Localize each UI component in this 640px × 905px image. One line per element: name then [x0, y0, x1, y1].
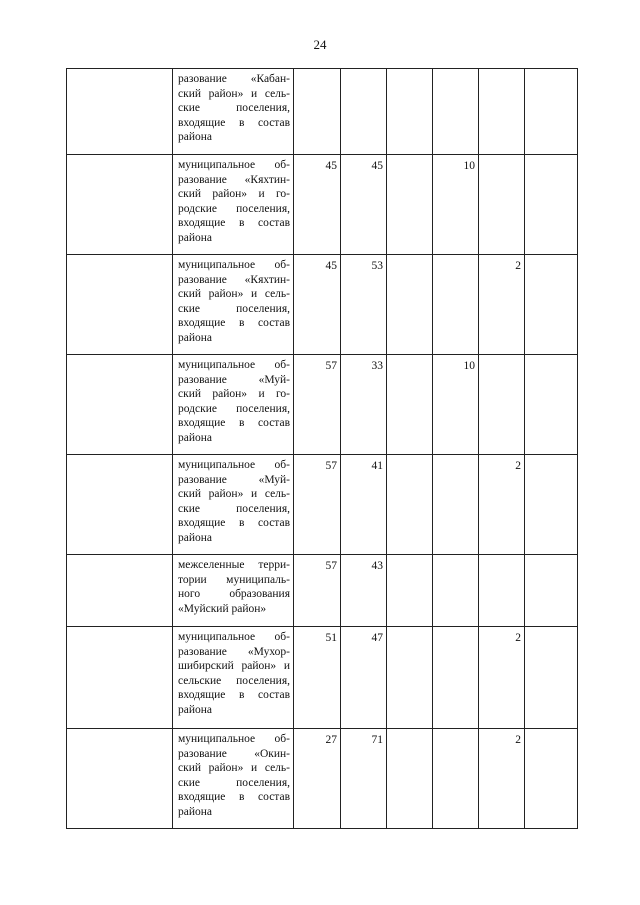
territory-name-line: входящие в состав: [178, 317, 290, 330]
value-cell-col3: [387, 729, 433, 829]
value-cell-col3: [387, 355, 433, 455]
territory-name-line: района: [178, 231, 213, 244]
territory-name-line: ские поселения,: [178, 502, 290, 515]
value-cell-col1: 27: [294, 729, 341, 829]
value-cell-col6: [525, 627, 578, 729]
territory-name-cell: [173, 627, 294, 729]
value-cell-col4: [433, 255, 479, 355]
value-cell-col3: [387, 69, 433, 155]
value-cell-col4: [433, 455, 479, 555]
territory-name-line: муниципальное об-: [178, 733, 290, 745]
value-cell-col5: [479, 555, 525, 627]
group-cell: [67, 355, 173, 455]
territory-name-line: ский район» и сель-: [178, 488, 290, 501]
value-cell-col5: 2: [479, 627, 525, 729]
value-cell-col4: [433, 555, 479, 627]
value-cell-col5: [479, 69, 525, 155]
territory-name-line: ские поселения,: [178, 102, 290, 115]
territory-name-line: ного образования: [178, 588, 290, 601]
territory-name-cell: [173, 155, 294, 255]
value-cell-col6: [525, 455, 578, 555]
value-cell-col2: 53: [341, 255, 387, 355]
territory-name-cell: [173, 455, 294, 555]
value-cell-col4: 10: [433, 355, 479, 455]
table-row: [67, 355, 578, 455]
territory-name-line: разование «Мухор-: [178, 645, 290, 658]
territory-name-line: разование «Кабан-: [178, 73, 290, 85]
group-cell: [67, 155, 173, 255]
territory-name-line: муниципальное об-: [178, 259, 290, 271]
value-cell-col2: 71: [341, 729, 387, 829]
territory-name-line: межселенные терри-: [178, 559, 290, 571]
territory-name-line: входящие в состав: [178, 116, 290, 129]
value-cell-col1: 51: [294, 627, 341, 729]
territory-name-line: ский район» и сель-: [178, 762, 290, 775]
territory-name-line: района: [178, 331, 213, 344]
territory-name-line: входящие в состав: [178, 217, 290, 230]
value-cell-col5: 2: [479, 729, 525, 829]
territory-name-line: родские поселения,: [178, 202, 290, 215]
territory-name-cell: [173, 69, 294, 155]
value-cell-col2: 47: [341, 627, 387, 729]
table-row: [67, 455, 578, 555]
territory-name-line: ский район» и сель-: [178, 288, 290, 301]
table-row: [67, 69, 578, 155]
group-cell: [67, 729, 173, 829]
table-row: [67, 555, 578, 627]
page-number: 24: [313, 37, 327, 52]
value-cell-col3: [387, 455, 433, 555]
value-cell-col6: [525, 155, 578, 255]
group-cell: [67, 69, 173, 155]
value-cell-col1: 45: [294, 155, 341, 255]
value-cell-col6: [525, 729, 578, 829]
territory-name-line: разование «Муй-: [178, 373, 290, 386]
territory-name-cell: [173, 255, 294, 355]
value-cell-col5: 2: [479, 255, 525, 355]
territory-name-line: входящие в состав: [178, 517, 290, 530]
value-cell-col6: [525, 355, 578, 455]
group-cell: [67, 455, 173, 555]
value-cell-col5: [479, 155, 525, 255]
territory-name-line: входящие в состав: [178, 417, 290, 430]
value-cell-col2: [341, 69, 387, 155]
group-cell: [67, 555, 173, 627]
value-cell-col2: 41: [341, 455, 387, 555]
value-cell-col5: [479, 355, 525, 455]
territory-name-line: ские поселения,: [178, 776, 290, 789]
value-cell-col4: [433, 729, 479, 829]
territory-name-line: муниципальное об-: [178, 459, 290, 471]
table-body: [67, 69, 578, 829]
value-cell-col3: [387, 255, 433, 355]
territory-name-line: ские поселения,: [178, 302, 290, 315]
territory-name-line: ский район» и го-: [178, 188, 290, 201]
value-cell-col4: [433, 69, 479, 155]
value-cell-col3: [387, 627, 433, 729]
value-cell-col5: 2: [479, 455, 525, 555]
table-row: [67, 255, 578, 355]
value-cell-col2: 33: [341, 355, 387, 455]
territory-name-line: ский район» и сель-: [178, 87, 290, 100]
territory-name-line: муниципальное об-: [178, 631, 290, 643]
value-cell-col6: [525, 255, 578, 355]
value-cell-col1: 57: [294, 555, 341, 627]
value-cell-col2: 45: [341, 155, 387, 255]
group-cell: [67, 255, 173, 355]
territory-name-line: разование «Кяхтин-: [178, 173, 290, 186]
value-cell-col4: [433, 627, 479, 729]
territory-name-line: ский район» и го-: [178, 388, 290, 401]
value-cell-col6: [525, 69, 578, 155]
territory-name-line: шибирский район» и: [178, 660, 290, 673]
territory-name-line: входящие в состав: [178, 689, 290, 702]
territory-name-line: сельские поселения,: [178, 674, 290, 687]
territory-name-line: района: [178, 805, 213, 818]
territory-name-cell: [173, 355, 294, 455]
value-cell-col6: [525, 555, 578, 627]
territory-name-cell: [173, 729, 294, 829]
territory-name-cell: [173, 555, 294, 627]
value-cell-col4: 10: [433, 155, 479, 255]
value-cell-col1: 57: [294, 455, 341, 555]
territory-name-line: района: [178, 703, 213, 716]
territory-name-line: разование «Окин-: [178, 747, 290, 760]
territory-name-line: муниципальное об-: [178, 159, 290, 171]
value-cell-col1: 45: [294, 255, 341, 355]
value-cell-col3: [387, 155, 433, 255]
value-cell-col2: 43: [341, 555, 387, 627]
value-cell-col1: 57: [294, 355, 341, 455]
territory-name-line: входящие в состав: [178, 791, 290, 804]
value-cell-col1: [294, 69, 341, 155]
territory-name-line: района: [178, 431, 213, 444]
territory-name-line: родские поселения,: [178, 402, 290, 415]
territory-name-line: района: [178, 531, 213, 544]
territory-name-line: «Муйский район»: [178, 602, 267, 615]
table-row: [67, 627, 578, 729]
table-row: [67, 729, 578, 829]
territory-name-line: разование «Муй-: [178, 473, 290, 486]
territory-name-line: тории муниципаль-: [178, 573, 290, 586]
table-row: [67, 155, 578, 255]
territory-name-line: разование «Кяхтин-: [178, 273, 290, 286]
territory-name-line: муниципальное об-: [178, 359, 290, 371]
group-cell: [67, 627, 173, 729]
data-table: [66, 68, 578, 829]
territory-name-line: района: [178, 131, 213, 144]
value-cell-col3: [387, 555, 433, 627]
